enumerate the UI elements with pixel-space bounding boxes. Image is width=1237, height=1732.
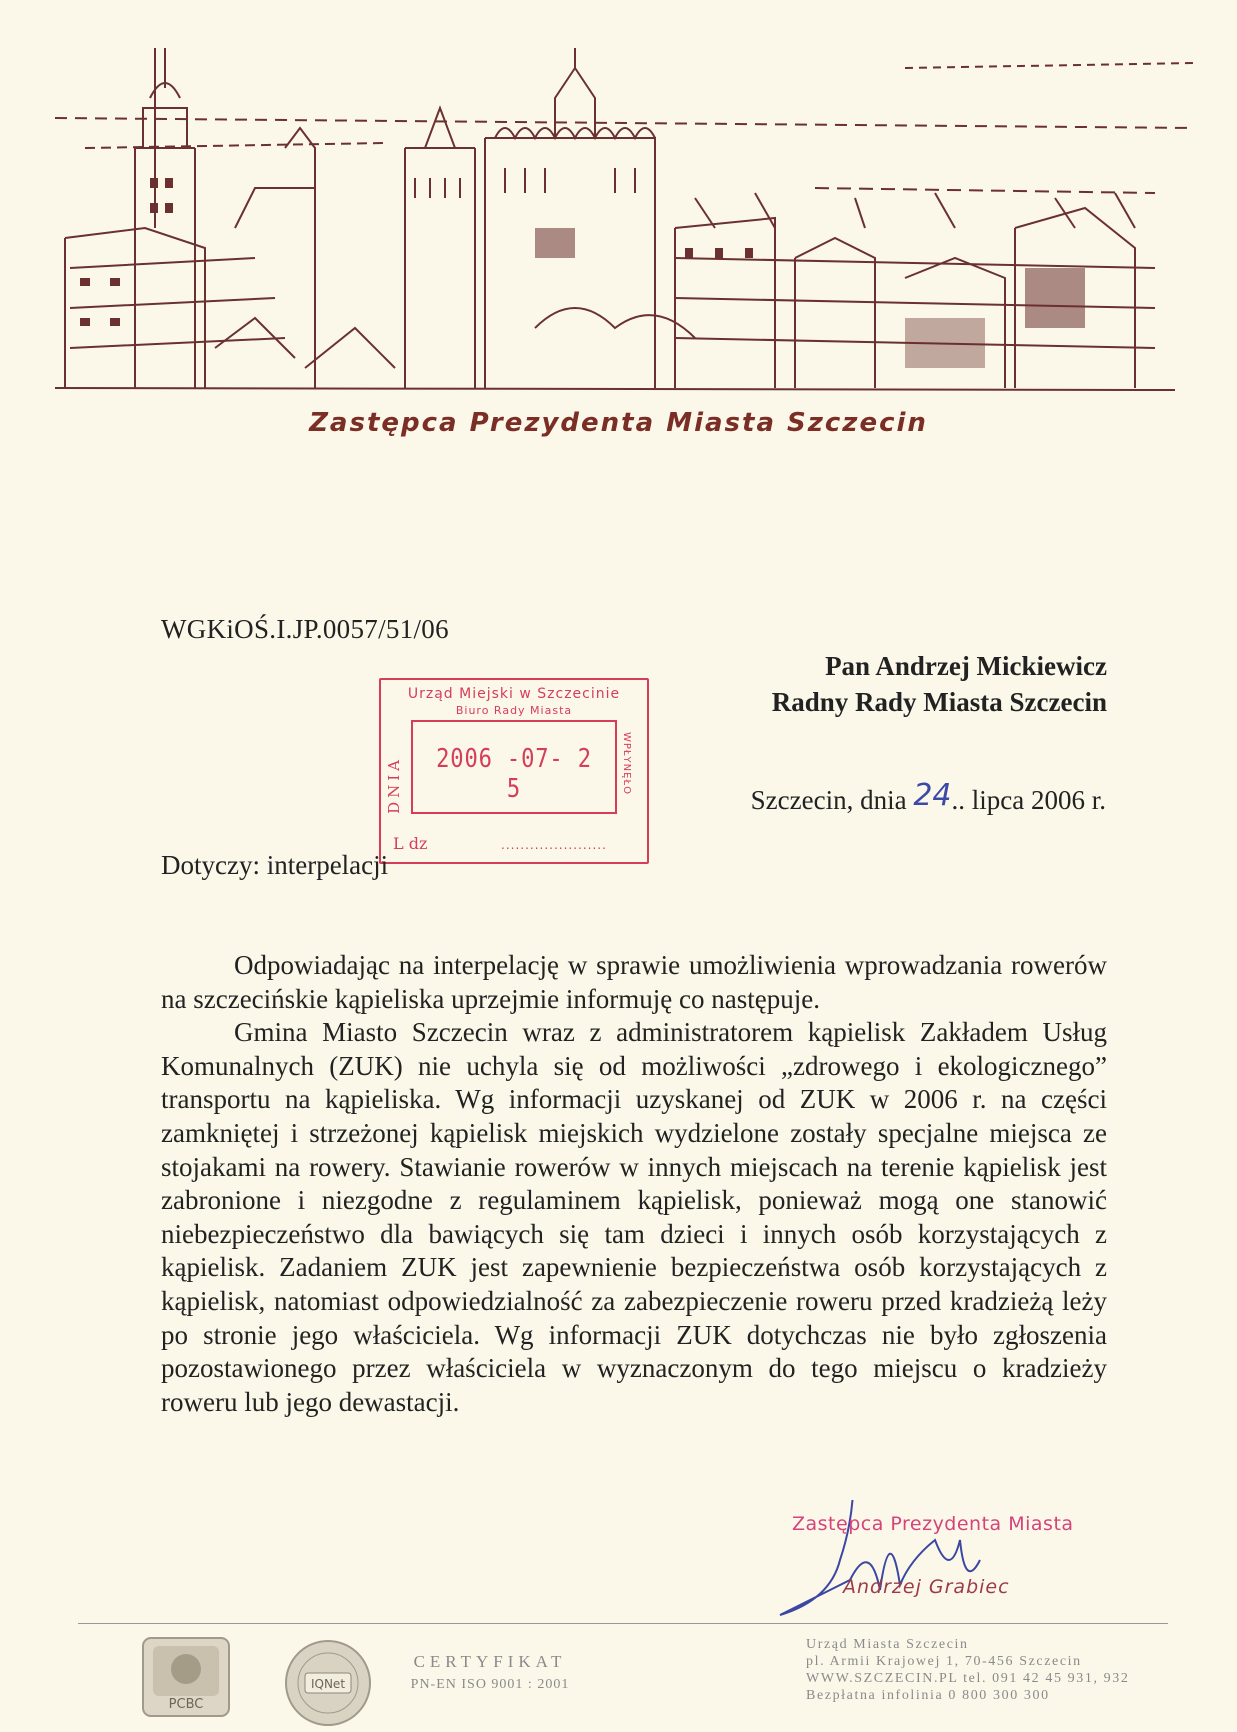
pcbc-certification-logo bbox=[141, 1636, 241, 1720]
iqnet-logo-text: IQNet bbox=[310, 1677, 346, 1691]
date-prefix: Szczecin, dnia bbox=[750, 785, 914, 815]
signature-role: Zastępca Prezydenta Miasta bbox=[792, 1513, 1074, 1535]
contact-line: pl. Armii Krajowej 1, 70-456 Szczecin bbox=[806, 1654, 1082, 1669]
contact-line: Urząd Miasta Szczecin bbox=[806, 1637, 969, 1652]
letter-body bbox=[161, 949, 1107, 1419]
contact-line: WWW.SZCZECIN.PL tel. 091 42 45 931, 932 bbox=[806, 1671, 1130, 1686]
date-suffix: lipca 2006 r. bbox=[965, 785, 1106, 815]
iqnet-certification-logo bbox=[283, 1638, 373, 1728]
body-paragraph-2: Gmina Miasto Szczecin wraz z administratorem kąpielisk Zakładem Usług Komunalnych (ZUK) nie uchyla się od możliwości „zdrowego i ekologicznego” transportu na kąpieliska. Wg informacji uzyskanej od ZUK w 2006 r. na części zamkniętej i strzeżonej kąpielisk miejskich wydzielone zostały specjalne miejsca ze stojakami na rowery. Stawianie rowerów w innych miejscach na terenie kąpielisk jest zabronione i niezgodne z regulaminem kąpielisk, ponieważ mogą one stanowić niebezpieczeństwo dla bawiących się tam dzieci i innych osób korzystających z kąpielisk. Zadaniem ZUK jest zapewnienie bezpieczeństwa osób korzystających z kąpielisk, natomiast odpowiedzialność za zabezpieczenie roweru przed kradzieżą leży po stronie jego właściciela. Wg informacji ZUK dotychczas nie było zgłoszenia pozostawionego przez właściciela w wyznaczonym do tego miejscu o kradzieży roweru lub jego dewastacji. bbox=[161, 1017, 1107, 1417]
date-line bbox=[750, 778, 1106, 817]
stamp-received-label: WPŁYNĘŁO bbox=[621, 732, 632, 795]
stamp-date-box bbox=[411, 720, 617, 814]
reference-number: WGKiOŚ.I.JP.0057/51/06 bbox=[161, 614, 449, 644]
addressee-role: Radny Rady Miasta Szczecin bbox=[771, 687, 1107, 717]
addressee-name: Pan Andrzej Mickiewicz bbox=[825, 651, 1107, 681]
signature-name: Andrzej Grabiec bbox=[843, 1576, 1010, 1598]
date-dots: .. bbox=[951, 785, 966, 815]
body-paragraph-1: Odpowiadając na interpelację w sprawie umożliwienia wprowadzania rowerów na szczecińskie kąpieliska uprzejmie informuję co następuje. bbox=[161, 950, 1107, 1014]
stamp-dnia-label: DNIA bbox=[385, 756, 403, 814]
szczecin-cityscape-illustration bbox=[55, 28, 1205, 408]
pcbc-logo-text: PCBC bbox=[168, 1697, 204, 1712]
contact-block bbox=[806, 1636, 1129, 1704]
certificate-title: CERTYFIKAT bbox=[413, 1652, 567, 1671]
received-stamp bbox=[379, 678, 649, 864]
stamp-date: 2006 -07- 2 5 bbox=[436, 744, 592, 804]
stamp-ldz-dots: ...................... bbox=[501, 838, 607, 852]
subject-line: Dotyczy: interpelacji bbox=[161, 850, 389, 880]
contact-line: Bezpłatna infolinia 0 800 300 300 bbox=[806, 1688, 1050, 1703]
stamp-bureau: Biuro Rady Miasta bbox=[455, 704, 573, 717]
letterhead-title: Zastępca Prezydenta Miasta Szczecin bbox=[309, 408, 928, 438]
stamp-ldz-label: L dz bbox=[393, 834, 428, 853]
date-handwritten-day: 24 bbox=[913, 778, 952, 813]
footer-divider bbox=[78, 1623, 1168, 1624]
stamp-office: Urząd Miejski w Szczecinie bbox=[407, 686, 621, 702]
addressee-block bbox=[772, 648, 1107, 720]
certificate-standard: PN-EN ISO 9001 : 2001 bbox=[410, 1677, 570, 1692]
